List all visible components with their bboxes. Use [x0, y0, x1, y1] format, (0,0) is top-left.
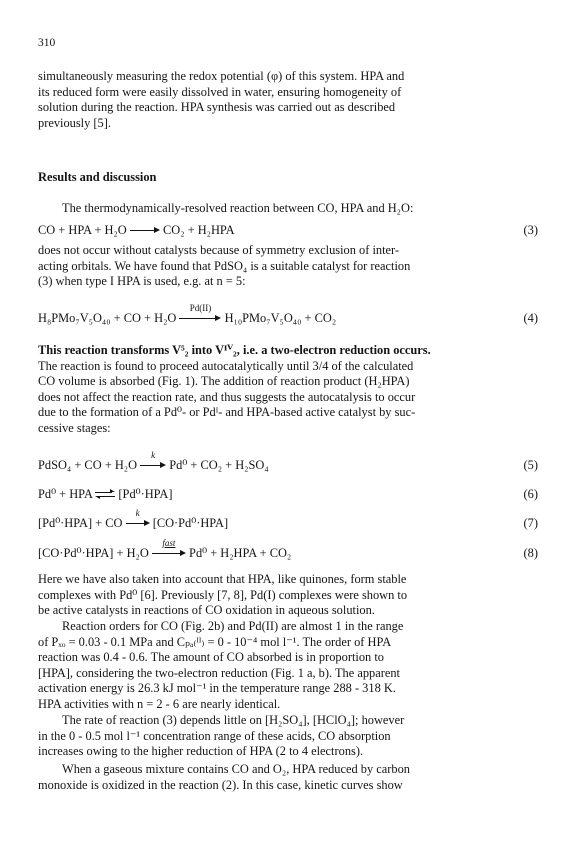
text-line: [HPA], considering the two-electron reduction (Fig. 1 a, b). The apparent	[38, 665, 400, 680]
text-line: its reduced form were easily dissolved in water, ensuring homogeneity of	[38, 84, 402, 99]
equation-4-left: H₈PMo₇V₅O₄₀ + CO + H₂O	[38, 311, 177, 325]
equation-8-fast-label: fast	[162, 538, 176, 549]
paragraph-transform	[38, 343, 538, 437]
text-line: CO volume is absorbed (Fig. 1). The addition of reaction product (H₂HPA)	[38, 374, 410, 389]
equation-6-left: Pd⁰ + HPA	[38, 487, 93, 501]
equation-7-number: (7)	[523, 516, 538, 530]
reaction-arrow-icon	[152, 538, 186, 559]
equation-8-right: Pd⁰ + H₂HPA + CO₂	[189, 546, 292, 560]
equilibrium-arrow-icon	[95, 490, 115, 500]
text-line: of Pₓₒ = 0.03 - 0.1 MPa and Cₚₐ₍ᴵᴵ₎ = 0 - 10⁻⁴ mol l⁻¹. The order of HPA	[38, 634, 392, 649]
equation-7	[38, 508, 538, 531]
equation-4-expression	[38, 303, 337, 326]
equation-4-catalyst-label: Pd(II)	[189, 303, 212, 314]
paragraph-catalyst	[38, 243, 538, 290]
text-line: Here we have also taken into account that HPA, like quinones, form stable	[38, 572, 407, 586]
text-line: complexes with Pd⁰ [6]. Previously [7, 8], Pd(I) complexes were shown to	[38, 587, 408, 602]
reaction-arrow-icon	[140, 450, 166, 471]
equation-6	[38, 486, 538, 502]
equation-3-expression	[38, 222, 235, 238]
text-line: activation energy is 26.3 kJ mol⁻¹ in the temperature range 288 - 318 K.	[38, 681, 396, 696]
equation-3	[38, 222, 538, 238]
text-line: previously [5].	[38, 115, 111, 130]
section-heading: Results and discussion	[38, 170, 157, 184]
equation-4-right: H₁₀PMo₇V₅O₄₀ + CO₂	[224, 311, 337, 325]
text-line: When a gaseous mixture contains CO and O₂, HPA reduced by carbon	[62, 762, 410, 776]
equation-6-expression	[38, 486, 173, 502]
equation-8-left: [CO·Pd⁰·HPA] + H₂O	[38, 546, 149, 560]
paragraph-complexes	[38, 572, 538, 619]
text-line: acting orbitals. We have found that PdSO₄ is a suitable catalyst for reaction	[38, 258, 411, 273]
text-line: does not occur without catalysts because of symmetry exclusion of inter-	[38, 243, 400, 257]
equation-7-expression	[38, 508, 229, 531]
equation-4-number: (4)	[523, 311, 538, 325]
text-line: HPA activities with n = 2 - 6 are nearly identical.	[38, 696, 281, 711]
reaction-arrow-icon	[130, 226, 160, 236]
equation-3-left: CO + HPA + H₂O	[38, 223, 127, 237]
text-line: increases owing to the higher reduction of HPA (2 to 4 electrons).	[38, 744, 364, 759]
equation-7-rate-label: k	[135, 508, 140, 519]
paragraph-orders	[38, 619, 538, 713]
equation-7-right: [CO·Pd⁰·HPA]	[152, 516, 229, 530]
text-line: in the 0 - 0.5 mol l⁻¹ concentration range of these acids, CO absorption	[38, 728, 391, 743]
text-line: does not affect the reaction rate, and thus suggests the autocatalysis to occur	[38, 389, 416, 404]
equation-5-expression	[38, 450, 269, 473]
reaction-arrow-icon	[179, 303, 221, 324]
equation-7-left: [Pd⁰·HPA] + CO	[38, 516, 123, 530]
equation-5-right: Pd⁰ + CO₂ + H₂SO₄	[169, 458, 269, 472]
equation-6-number: (6)	[523, 487, 538, 501]
text-line: simultaneously measuring the redox potential (φ) of this system. HPA and	[38, 69, 405, 83]
text-line: Reaction orders for CO (Fig. 2b) and Pd(II) are almost 1 in the range	[62, 619, 404, 633]
text-line: cessive stages:	[38, 420, 111, 435]
reaction-arrow-icon	[126, 508, 150, 529]
intro-paragraph	[38, 69, 538, 131]
page-number: 310	[38, 37, 56, 49]
paragraph-rate	[38, 713, 538, 760]
text-line: (3) when type I HPA is used, e.g. at n = 5:	[38, 274, 246, 289]
equation-5-left: PdSO₄ + CO + H₂O	[38, 458, 138, 472]
text-line: due to the formation of a Pd⁰- or Pdᴵ- and HPA-based active catalyst by suc-	[38, 405, 416, 420]
equation-8-number: (8)	[523, 546, 538, 560]
text-line: be active catalysts in reactions of CO oxidation in aqueous solution.	[38, 603, 375, 618]
equation-4	[38, 303, 538, 326]
equation-5-rate-label: k	[151, 450, 156, 461]
text-line: reaction was 0.4 - 0.6. The amount of CO absorbed is in proportion to	[38, 650, 384, 665]
equation-5	[38, 450, 538, 473]
paragraph-thermo: The thermodynamically-resolved reaction between CO, HPA and H₂O:	[62, 201, 414, 215]
equation-3-number: (3)	[523, 223, 538, 237]
equation-8-expression	[38, 538, 292, 561]
equation-6-right: [Pd⁰·HPA]	[118, 487, 173, 501]
text-line: The rate of reaction (3) depends little on [H₂SO₄], [HClO₄]; however	[62, 713, 405, 727]
text-line: monoxide is oxidized in the reaction (2). In this case, kinetic curves show	[38, 777, 403, 792]
paragraph-gaseous	[38, 762, 538, 793]
equation-5-number: (5)	[523, 458, 538, 472]
text-line: The reaction is found to proceed autocatalytically until 3/4 of the calculated	[38, 358, 414, 373]
text-line: This reaction transforms V⁵₂ into Vᴵⱽ₂, i.e. a two-electron reduction occurs.	[38, 343, 431, 357]
equation-3-right: CO₂ + H₂HPA	[162, 223, 235, 237]
equation-8	[38, 538, 538, 561]
text-line: solution during the reaction. HPA synthesis was carried out as described	[38, 100, 396, 115]
